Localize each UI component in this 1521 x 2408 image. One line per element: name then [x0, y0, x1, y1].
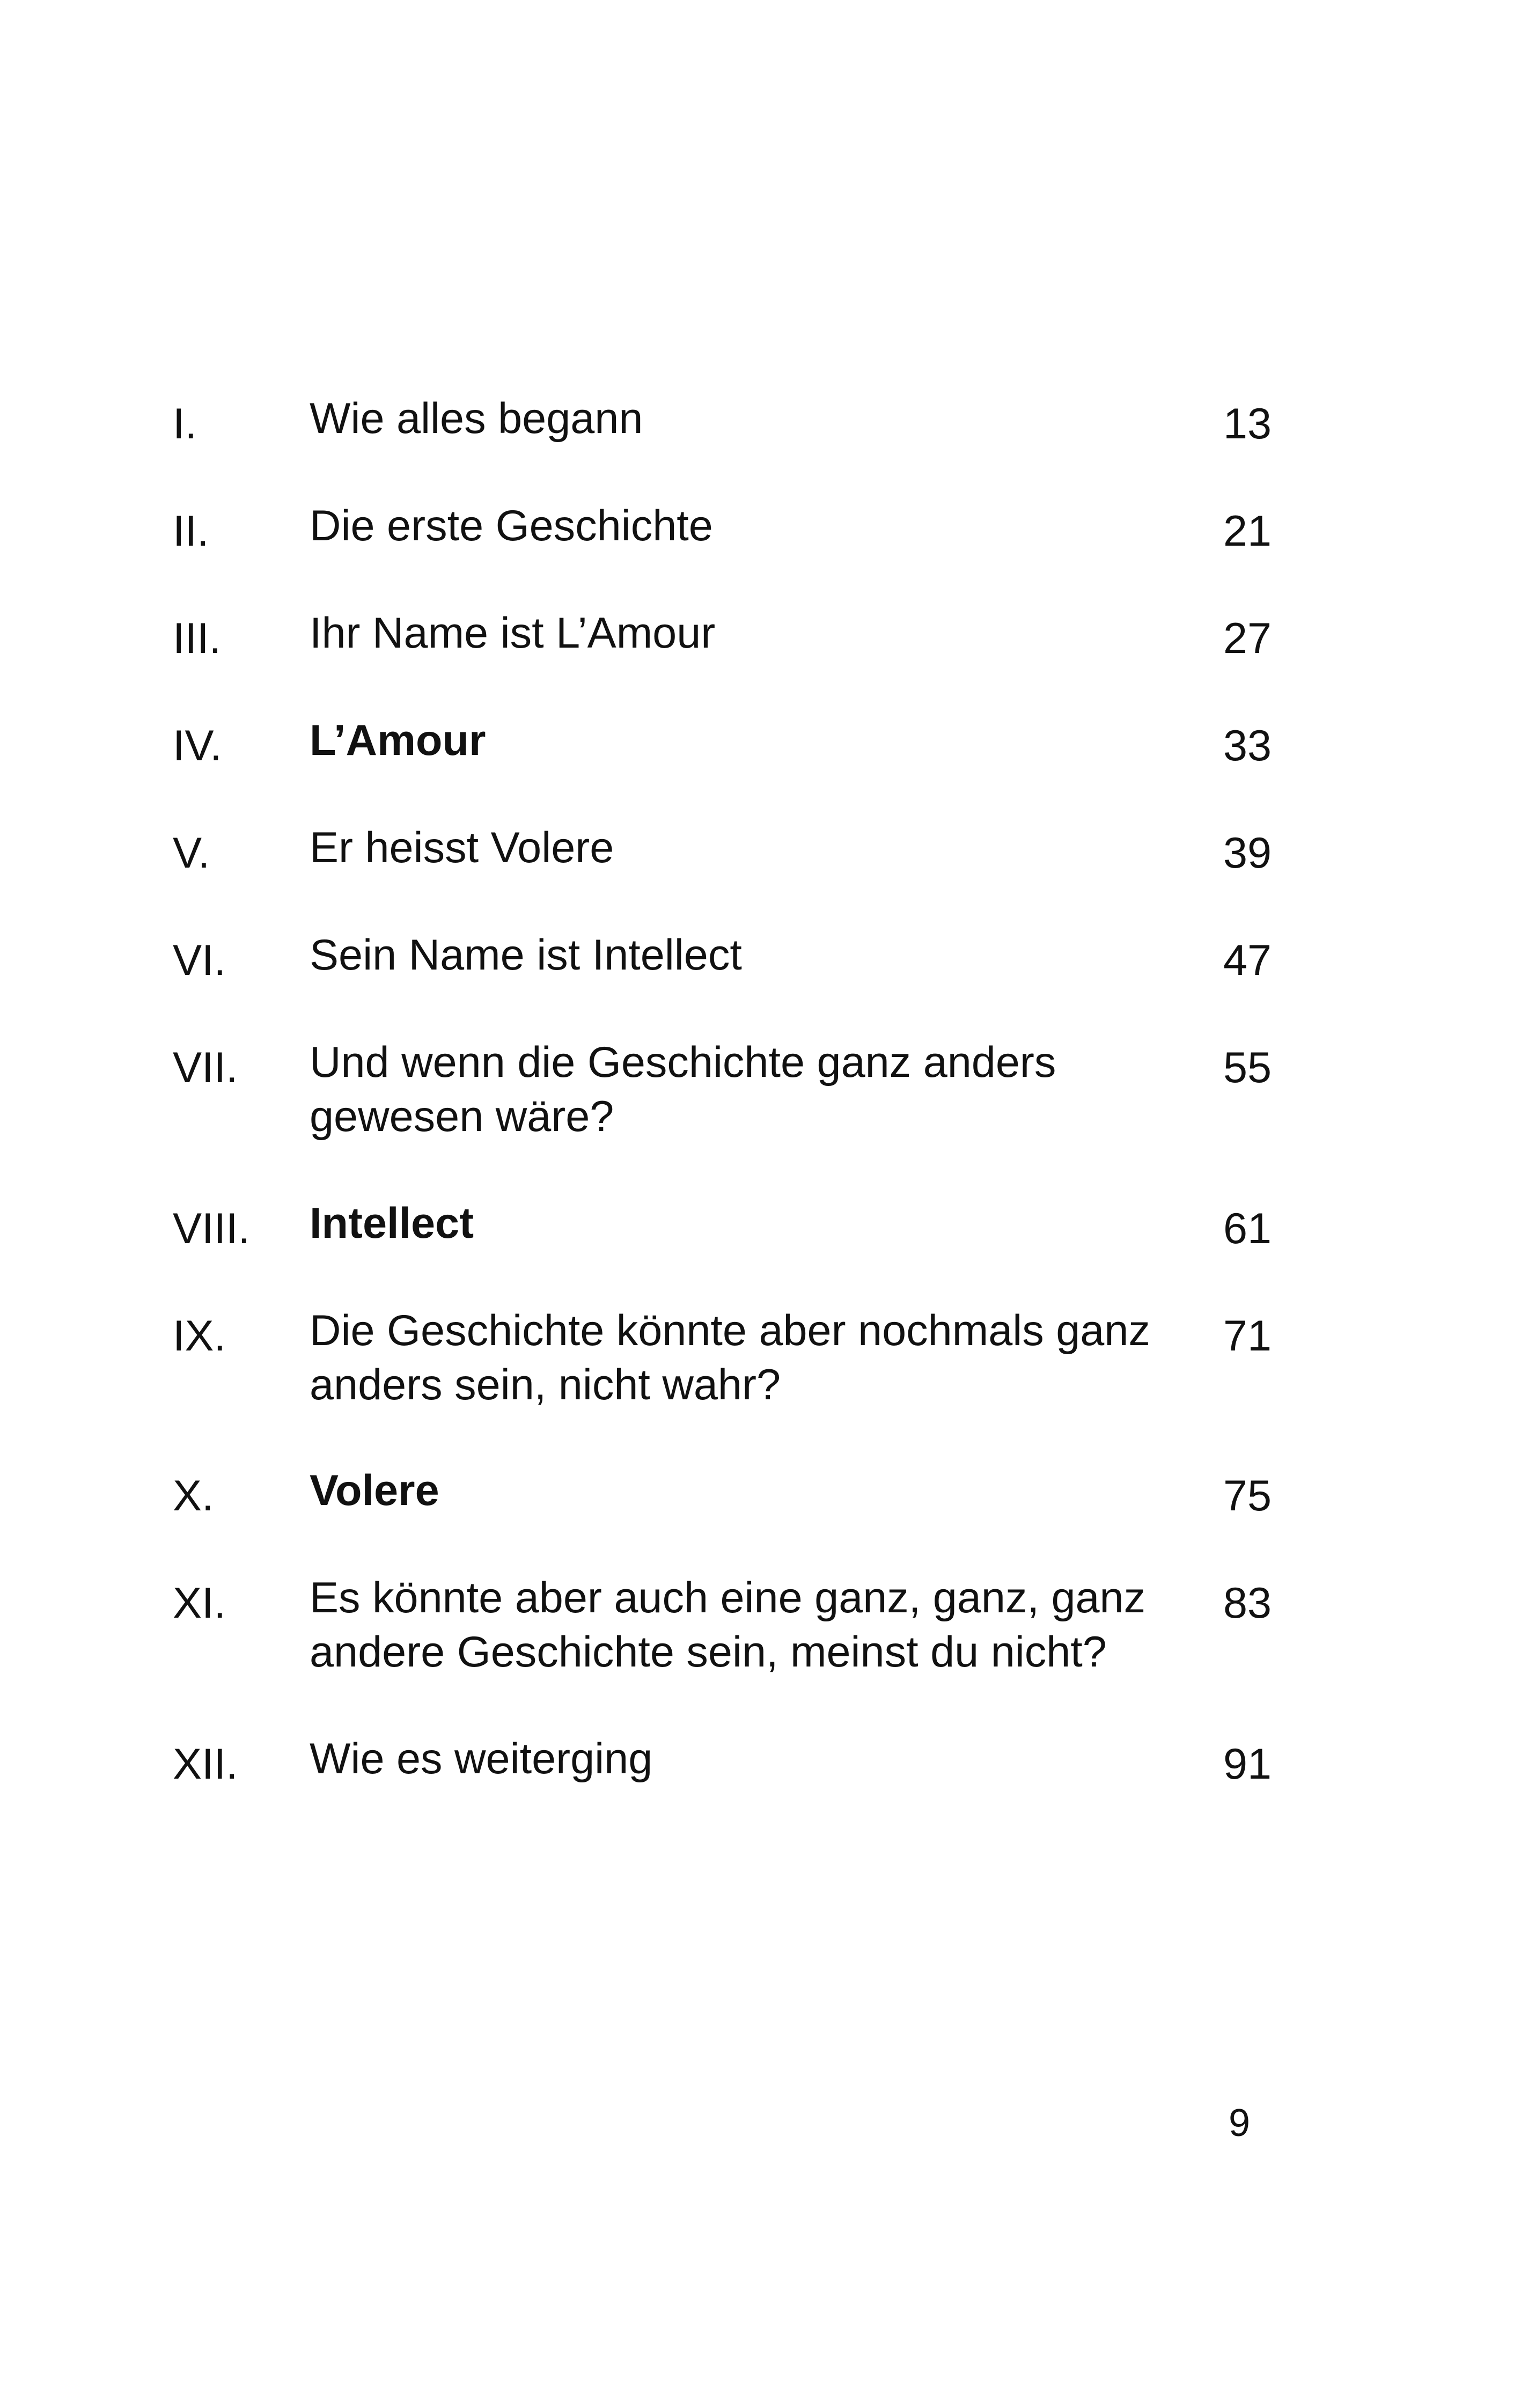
page-number: 83 — [1223, 1579, 1272, 1627]
page-number: 33 — [1223, 722, 1272, 770]
chapter-title: Ihr Name ist L’Amour — [310, 609, 716, 657]
page-number: 27 — [1223, 614, 1272, 663]
chapter-number: V. — [173, 829, 210, 877]
chapter-number: I. — [173, 400, 197, 448]
chapter-number: XII. — [173, 1740, 238, 1788]
chapter-title: Sein Name ist Intellect — [310, 931, 742, 979]
chapter-title: Intellect — [310, 1199, 474, 1247]
page-number: 39 — [1223, 829, 1272, 877]
chapter-title: Volere — [310, 1466, 439, 1515]
chapter-title: L’Amour — [310, 716, 486, 765]
chapter-number: VII. — [173, 1044, 238, 1092]
page-number: 47 — [1223, 936, 1272, 985]
chapter-number: VIII. — [173, 1205, 251, 1253]
page-number: 71 — [1223, 1312, 1272, 1360]
page-number: 13 — [1223, 400, 1272, 448]
chapter-number: IX. — [173, 1312, 226, 1360]
chapter-number: XI. — [173, 1579, 226, 1627]
chapter-title: Wie alles begann — [310, 394, 643, 443]
page-number: 21 — [1223, 507, 1272, 555]
chapter-number: IV. — [173, 722, 222, 770]
page-number: 75 — [1223, 1472, 1272, 1520]
page-number: 91 — [1223, 1740, 1272, 1788]
chapter-title: Die Geschichte könnte aber nochmals ganz anders sein, nicht wahr? — [310, 1306, 1150, 1409]
chapter-number: VI. — [173, 936, 226, 985]
chapter-title: Und wenn die Geschichte ganz anders gewesen wäre? — [310, 1038, 1056, 1141]
page-folio: 9 — [1229, 2102, 1251, 2145]
chapter-number: III. — [173, 614, 222, 663]
chapter-title: Wie es weiterging — [310, 1735, 653, 1783]
chapter-title: Er heisst Volere — [310, 824, 614, 872]
chapter-number: X. — [173, 1472, 214, 1520]
chapter-title: Die erste Geschichte — [310, 502, 713, 550]
page-number: 61 — [1223, 1205, 1272, 1253]
page-number: 55 — [1223, 1044, 1272, 1092]
chapter-title: Es könnte aber auch eine ganz, ganz, ganz andere Geschichte sein, meinst du nicht? — [310, 1574, 1146, 1676]
chapter-number: II. — [173, 507, 209, 555]
